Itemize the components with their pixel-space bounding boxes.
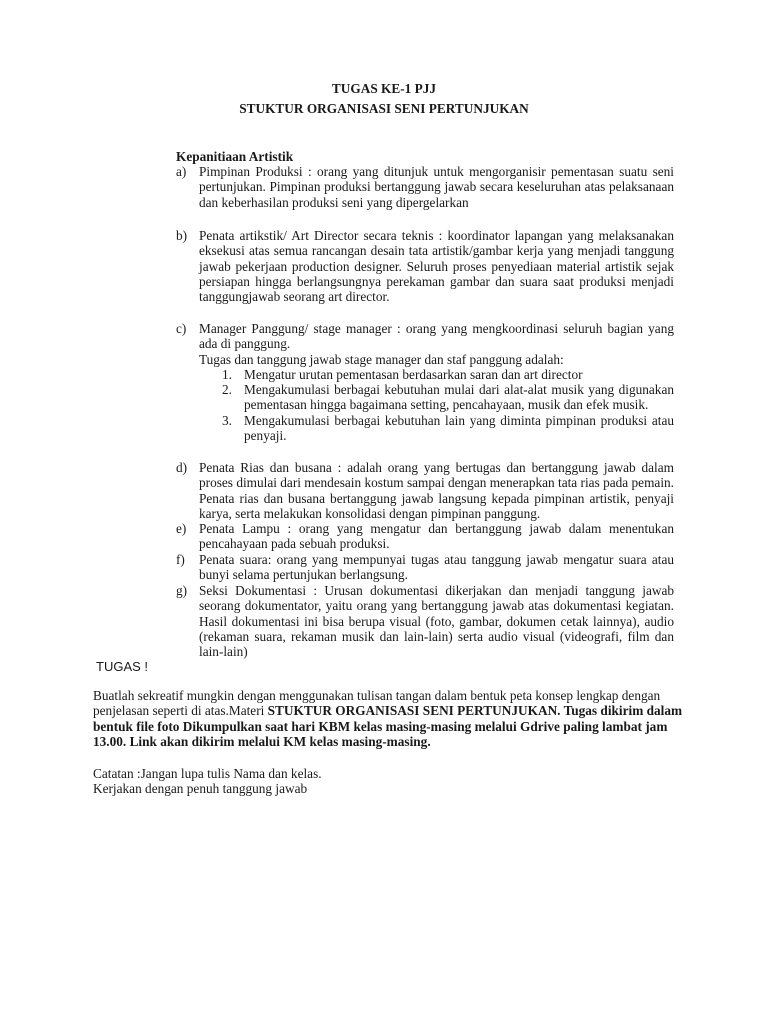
section-heading: Kepanitiaan Artistik — [176, 149, 294, 164]
instructions-paragraph — [93, 688, 683, 749]
nested-list — [199, 367, 674, 443]
item-text: : Urusan dokumentasi dikerjakan dan menjadi tanggung jawab seorang dokumentator, yaitu orang yang bertanggung jawab atas dokumentasi kegiatan. Hasil dokumentasi ini bisa berupa visual (foto, gambar, dokumen cetak lainnya), audio (rekaman suara, rekaman musik dan lain-lain) serta audio visual (videografi, film dan lain-lain) — [199, 583, 675, 660]
list-item-c — [176, 321, 674, 443]
list-marker: c) — [176, 321, 187, 336]
instructions-bold: STUKTUR ORGANISASI SENI PERTUNJUKAN. Tugas dikirim dalam bentuk file foto Dikumpulkan saat hari KBM kelas masing-masing melalui Gdrive paling lambat jam 13.00. Link akan dikirim melalui KM kelas masing-masing. — [93, 703, 683, 749]
item-lead: Seksi Dokumentasi — [199, 583, 307, 598]
nested-text: Mengakumulasi berbagai kebutuhan lain yang diminta pimpinan produksi atau penyaji. — [244, 412, 674, 444]
nested-text: Mengatur urutan pementasan berdasarkan saran dan art director — [244, 366, 583, 382]
item-lead: Penata suara — [199, 552, 268, 567]
item-text: : adalah orang yang bertugas dan bertanggung jawab dalam proses dimulai dari mendesain kostum sampai dengan menerapkan tata rias pada pemain. Penata rias dan busana bertanggung jawab langsung kepada pimpinan artistik, penyaji karya, serta melakukan konsolidasi dengan pimpinan panggung. — [199, 460, 674, 521]
nested-number: 1. — [222, 366, 232, 382]
list-item-g — [176, 583, 674, 659]
item-subtext: Tugas dan tanggung jawab stage manager dan staf panggung adalah: — [199, 351, 564, 367]
tugas-label: TUGAS ! — [96, 659, 149, 674]
list-item-d — [176, 460, 674, 521]
list-marker: f) — [176, 552, 185, 567]
list-item-e — [176, 521, 674, 552]
item-text: : orang yang mempunyai tugas atau tanggung jawab mengatur suara atau bunyi selama pertunjukan berlangsung. — [199, 552, 674, 583]
note-line: Catatan :Jangan lupa tulis Nama dan kelas. — [93, 766, 322, 781]
note-line: Kerjakan dengan penuh tanggung jawab — [93, 781, 308, 796]
nested-text: Mengakumulasi berbagai kebutuhan mulai dari alat-alat musik yang digunakan pementasan hingga bagaimana setting, pencahayaan, musik dan efek musik. — [244, 382, 674, 413]
nested-number: 3. — [222, 412, 232, 428]
item-lead: Penata Lampu — [199, 521, 280, 536]
instructions-normal: Buatlah sekreatif mungkin dengan menggunakan tulisan tangan dalam bentuk peta konsep lengkap dengan penjelasan seperti di atas.Materi — [93, 688, 661, 719]
document-title: TUGAS KE-1 PJJ — [331, 81, 437, 96]
item-text: : orang yang mengatur dan bertanggung jawab dalam menentukan pencahayaan pada sebuah produksi. — [199, 521, 674, 552]
list-marker: g) — [176, 583, 188, 598]
nested-list-item — [199, 367, 674, 382]
item-text: : orang yang ditunjuk untuk mengorganisir pementasan suatu seni pertunjukan. Pimpinan produksi bertanggung jawab secara keseluruhan atas pelaksanaan dan keberhasilan produksi seni yang dipergelarkan — [199, 164, 674, 210]
item-lead: Penata artikstik/ Art Director — [199, 228, 359, 243]
list-item-a — [176, 164, 674, 210]
item-text: secara teknis : koordinator lapangan yang melaksanakan eksekusi atas semua rancangan desain tata artistik/gambar kerja yang menjadi tanggung jawab pekerjaan production designer. Seluruh proses penyediaan material artistik sejak persiapan hingga berlangsungnya perekaman gambar dan suara saat produksi menjadi tanggungjawab seorang art director. — [199, 228, 674, 305]
list-marker: a) — [176, 164, 187, 179]
list-marker: e) — [176, 521, 187, 536]
list-marker: d) — [176, 460, 188, 475]
item-lead: Pimpinan Produksi — [199, 164, 303, 179]
item-lead: Penata Rias dan busana — [199, 460, 332, 475]
item-text: : orang yang mengkoordinasi seluruh bagian yang ada di panggung. — [199, 321, 674, 352]
list-marker: b) — [176, 228, 188, 243]
document-subtitle: STUKTUR ORGANISASI SENI PERTUNJUKAN — [239, 101, 529, 116]
list-item-b — [176, 228, 674, 304]
item-lead: Manager Panggung/ stage manager — [199, 321, 392, 336]
nested-number: 2. — [222, 382, 232, 398]
nested-list-item — [199, 382, 674, 413]
nested-list-item — [199, 413, 674, 444]
list-item-f — [176, 552, 674, 583]
